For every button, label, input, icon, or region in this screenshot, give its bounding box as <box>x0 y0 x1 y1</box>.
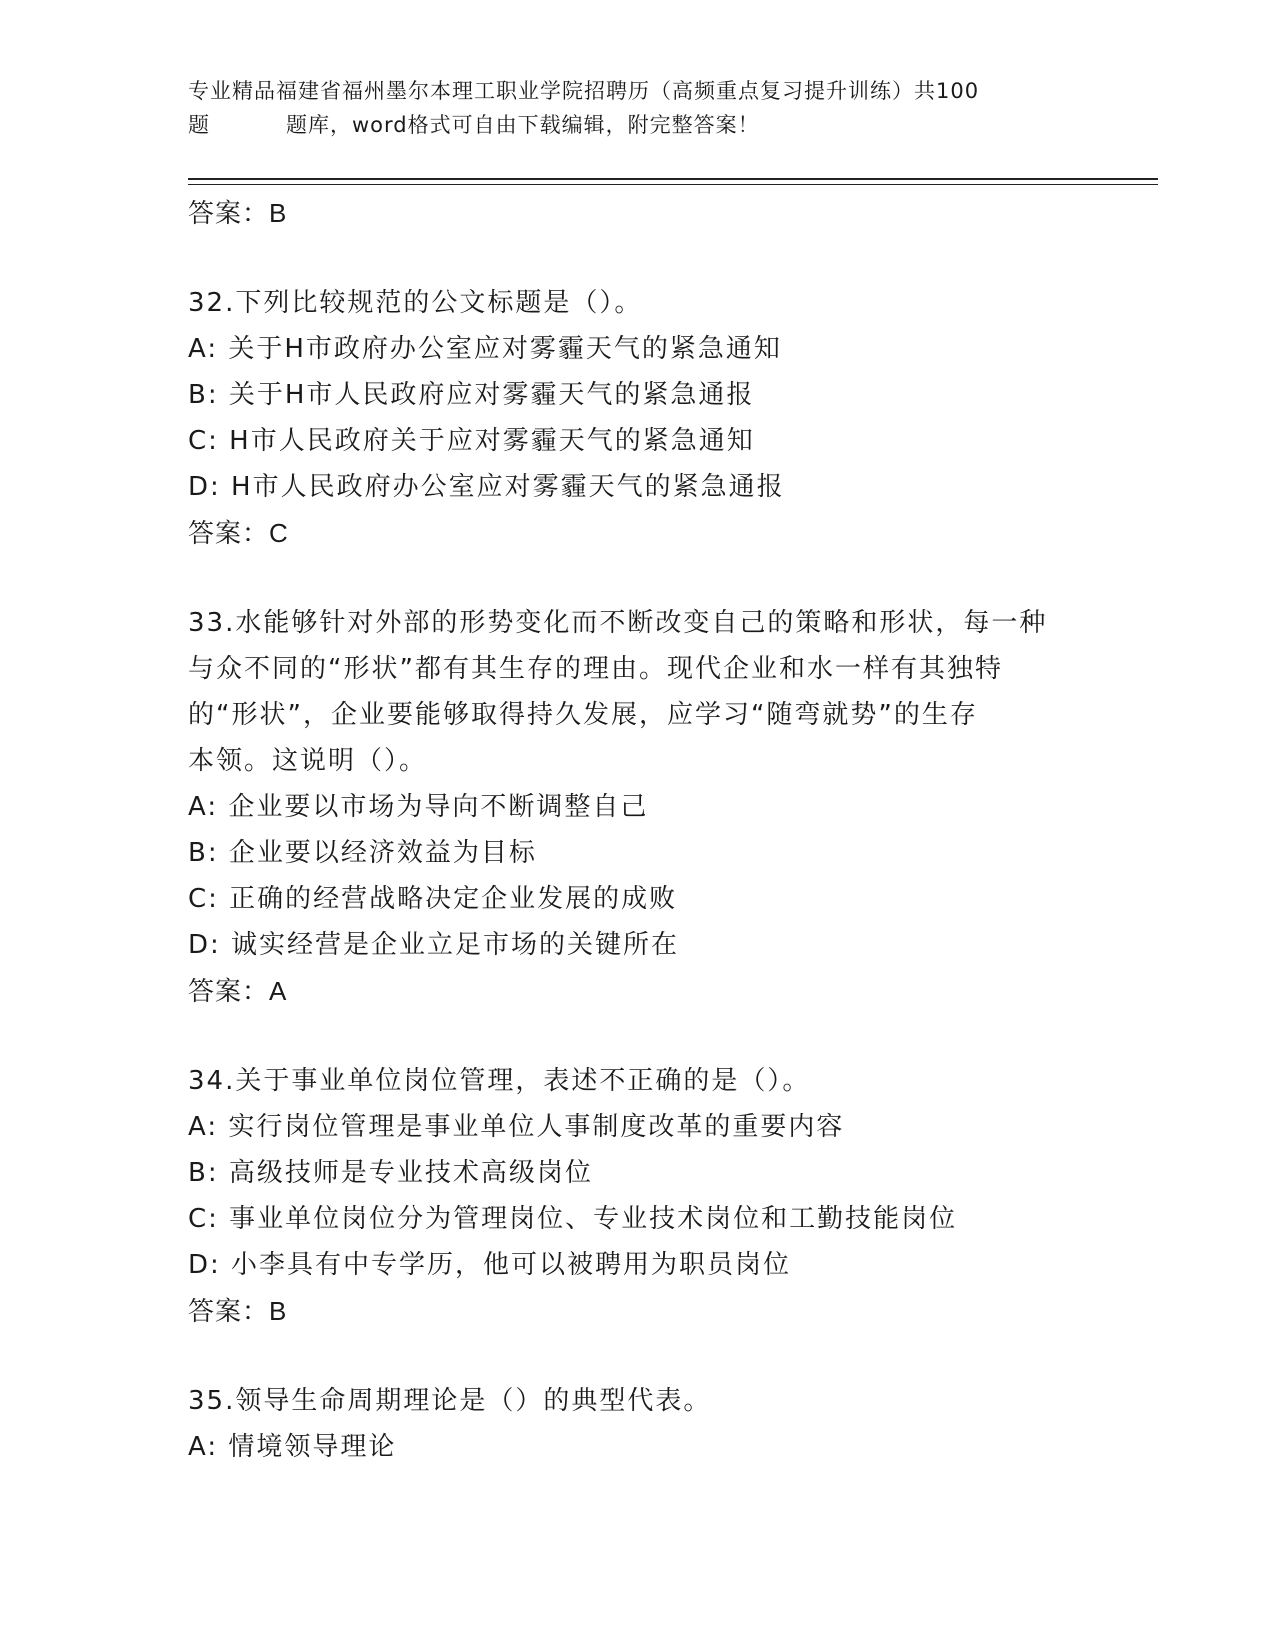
option-a: A: 情境领导理论 <box>188 1432 397 1462</box>
answer: 答案：C <box>188 518 289 548</box>
option-b: B: 高级技师是专业技术高级岗位 <box>188 1158 593 1188</box>
question-stem-line: 本领。这说明（）。 <box>188 746 428 776</box>
question-34 <box>188 1058 1088 1334</box>
option-d: D: 诚实经营是企业立足市场的关键所在 <box>188 930 680 960</box>
option-d: D: H市人民政府办公室应对雾霾天气的紧急通报 <box>188 472 785 502</box>
answer: 答案：A <box>188 976 288 1006</box>
header-title-line2 <box>188 108 1088 142</box>
option-a: A: 关于H市政府办公室应对雾霾天气的紧急通知 <box>188 334 782 364</box>
header-divider-thin <box>188 184 1158 185</box>
question-stem: 35.领导生命周期理论是（）的典型代表。 <box>188 1386 712 1416</box>
question-stem-line: 与众不同的“形状”都有其生存的理由。现代企业和水一样有其独特 <box>188 654 1003 684</box>
question-35 <box>188 1378 1088 1470</box>
option-b: B: 企业要以经济效益为目标 <box>188 838 537 868</box>
header-divider-thick <box>188 178 1158 180</box>
question-33 <box>188 600 1088 1014</box>
question-stem: 32.下列比较规范的公文标题是（）。 <box>188 288 643 318</box>
answer: 答案：B <box>188 1296 288 1326</box>
option-c: C: 正确的经营战略决定企业发展的成败 <box>188 884 678 914</box>
option-a: A: 实行岗位管理是事业单位人事制度改革的重要内容 <box>188 1112 845 1142</box>
header-title-line1: 专业精品福建省福州墨尔本理工职业学院招聘历（高频重点复习提升训练）共100 <box>188 79 980 103</box>
question-stem-line: 33.水能够针对外部的形势变化而不断改变自己的策略和形状，每一种 <box>188 608 1048 638</box>
page-header <box>188 74 1088 142</box>
previous-answer: 答案：B <box>188 198 288 228</box>
question-32 <box>188 280 1088 556</box>
option-c: C: H市人民政府关于应对雾霾天气的紧急通知 <box>188 426 755 456</box>
option-c: C: 事业单位岗位分为管理岗位、专业技术岗位和工勤技能岗位 <box>188 1204 958 1234</box>
header-title-line2-rest: 题库，word格式可自由下载编辑，附完整答案！ <box>286 113 760 137</box>
option-d: D: 小李具有中专学历，他可以被聘用为职员岗位 <box>188 1250 792 1280</box>
option-a: A: 企业要以市场为导向不断调整自己 <box>188 792 649 822</box>
option-b: B: 关于H市人民政府应对雾霾天气的紧急通报 <box>188 380 755 410</box>
question-content <box>188 190 1088 1470</box>
question-stem: 34.关于事业单位岗位管理，表述不正确的是（）。 <box>188 1066 811 1096</box>
header-title-line2-start: 题 <box>188 113 210 137</box>
question-stem-line: 的“形状”，企业要能够取得持久发展，应学习“随弯就势”的生存 <box>188 700 978 730</box>
